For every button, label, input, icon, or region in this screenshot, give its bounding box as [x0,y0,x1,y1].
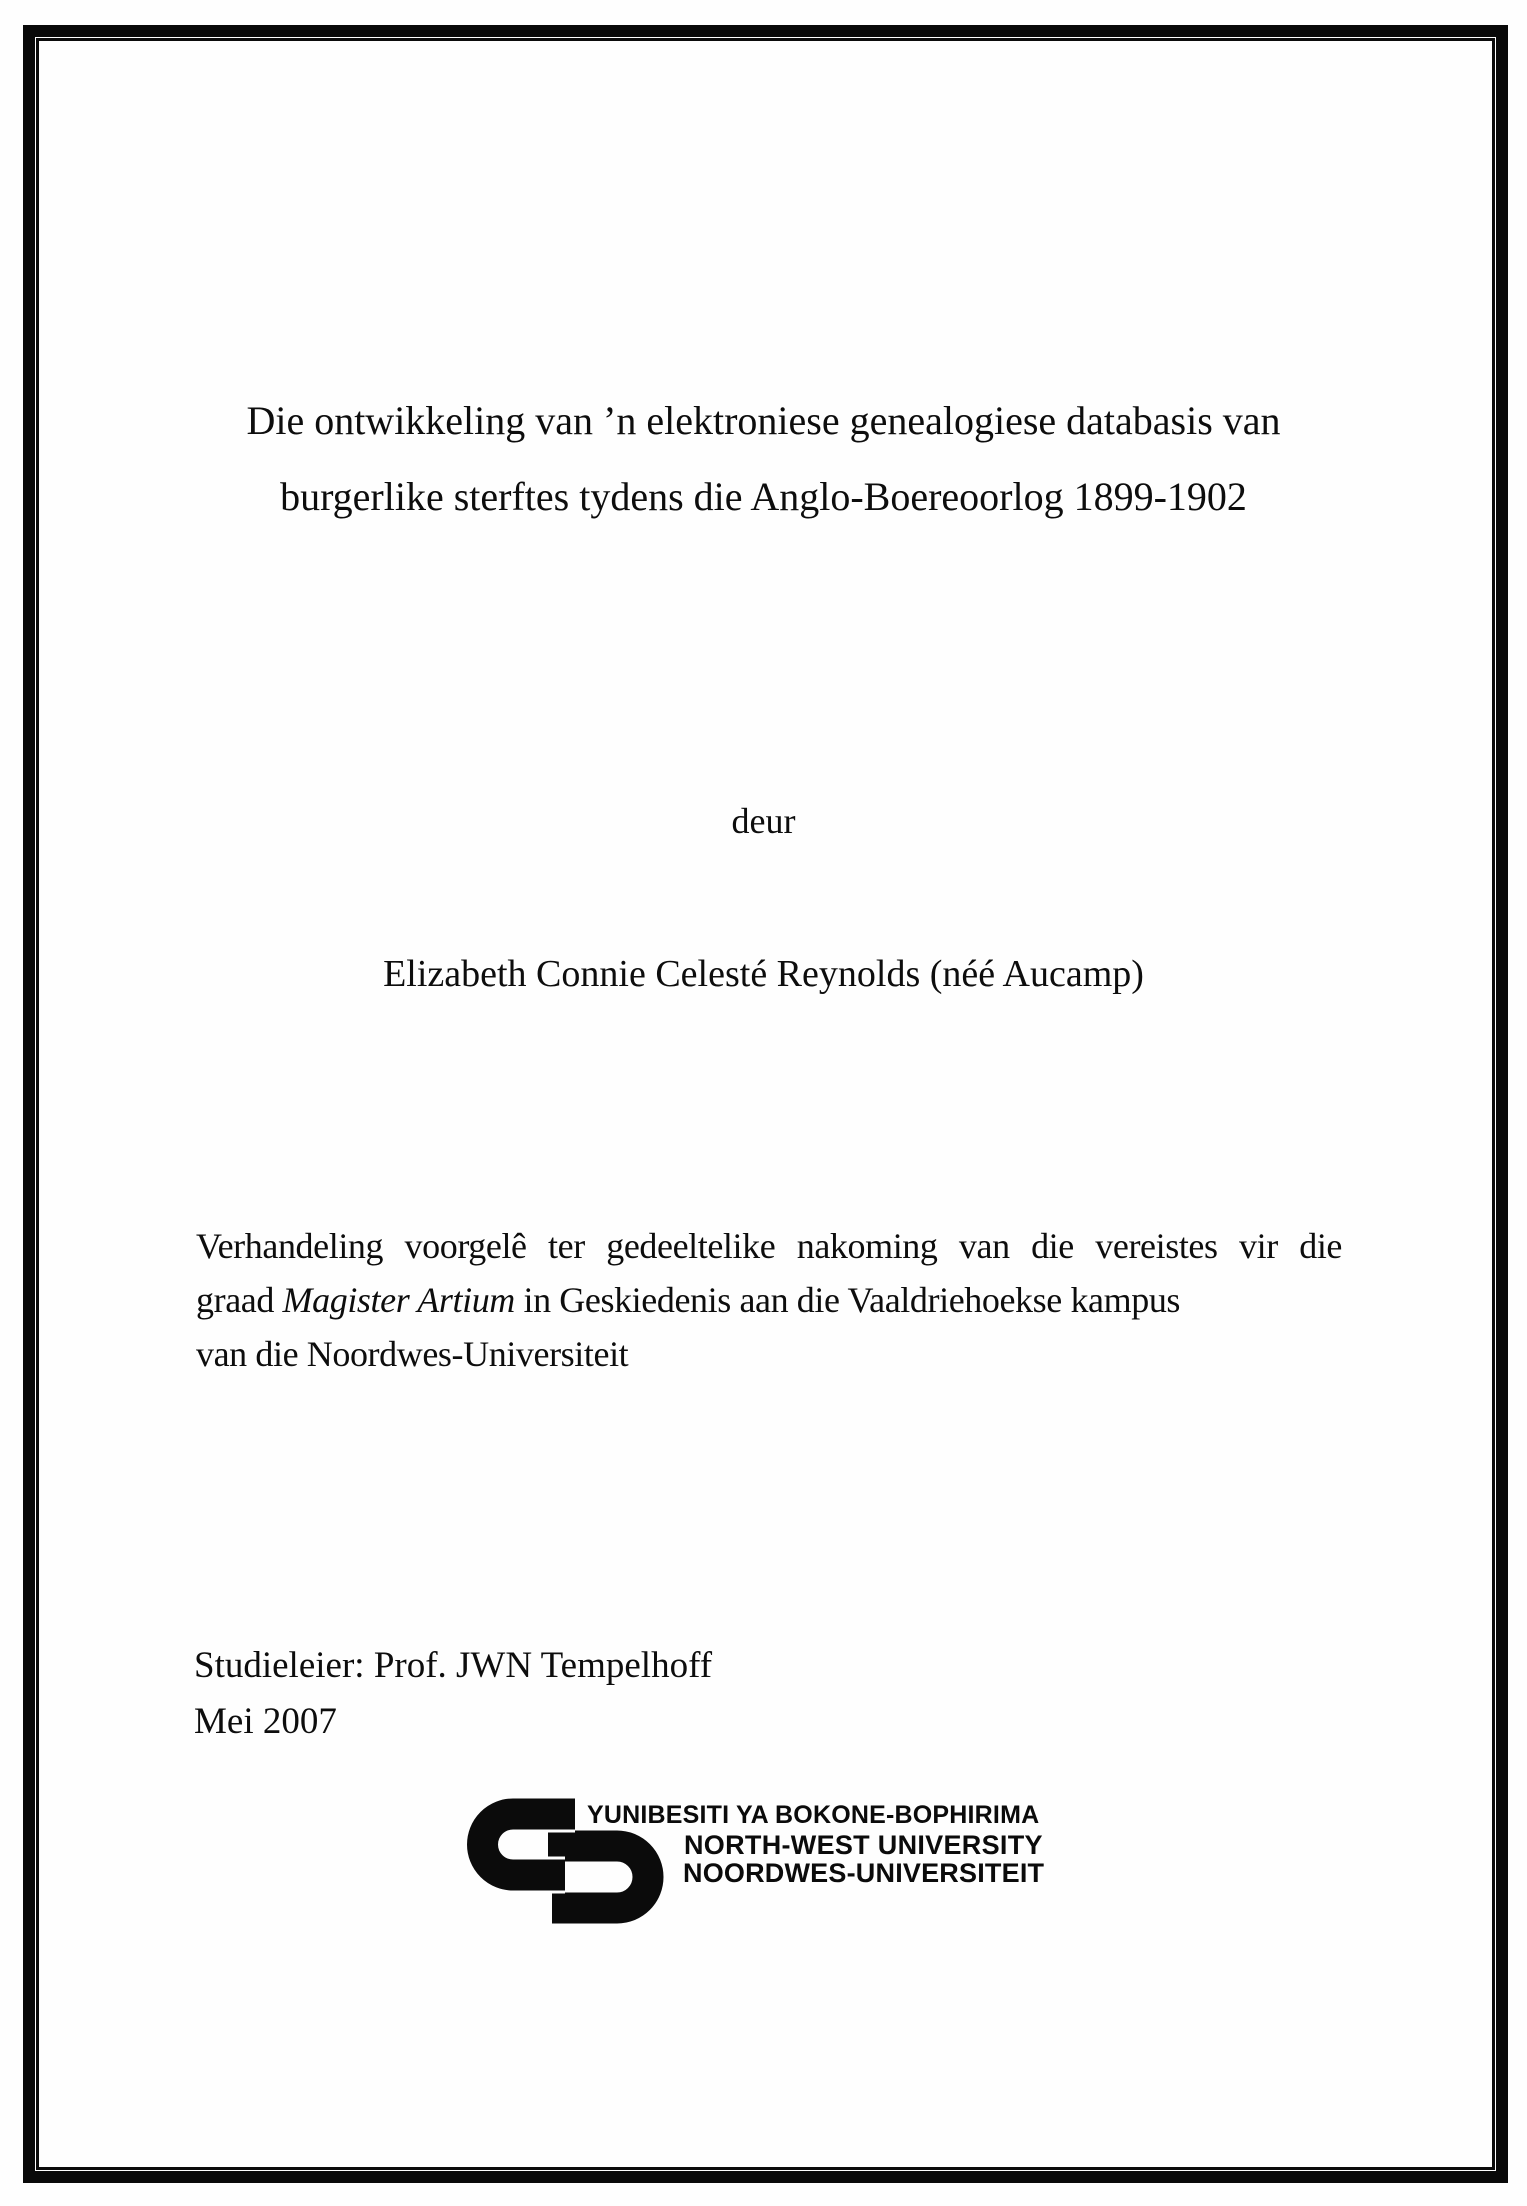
date-line: Mei 2007 [194,1701,337,1742]
degree-statement-line2-pre: graad [196,1280,283,1320]
degree-name-italic: Magister Artium [282,1280,515,1320]
supervisor-block [194,1638,712,1750]
thesis-title-line2: burgerlike sterftes tydens die Anglo-Boereoorlog 1899-1902 [280,474,1247,519]
author-name: Elizabeth Connie Celesté Reynolds (néé Aucamp) [383,953,1144,995]
byline-deur: deur [731,801,796,841]
logo-text-line3: NOORDWES-UNIVERSITEIT [683,1858,1045,1888]
degree-statement [196,1219,1342,1381]
degree-statement-line2 [196,1273,1342,1327]
logo-text-line1: YUNIBESITI YA BOKONE-BOPHIRIMA [587,1801,1040,1829]
thesis-title-line1: Die ontwikkeling van ’n elektroniese genealogiese databasis van [246,398,1281,443]
university-logo [467,1798,1087,1933]
logo-text-line2: NORTH-WEST UNIVERSITY [684,1830,1043,1860]
degree-statement-line3: van die Noordwes-Universiteit [196,1334,629,1374]
degree-statement-line2-post: in Geskiedenis aan die Vaaldriehoekse kampus [514,1280,1181,1320]
degree-statement-line1: Verhandeling voorgelê ter gedeeltelike nakoming van die vereistes vir die [196,1226,1342,1266]
supervisor-line: Studieleier: Prof. JWN Tempelhoff [194,1645,713,1686]
